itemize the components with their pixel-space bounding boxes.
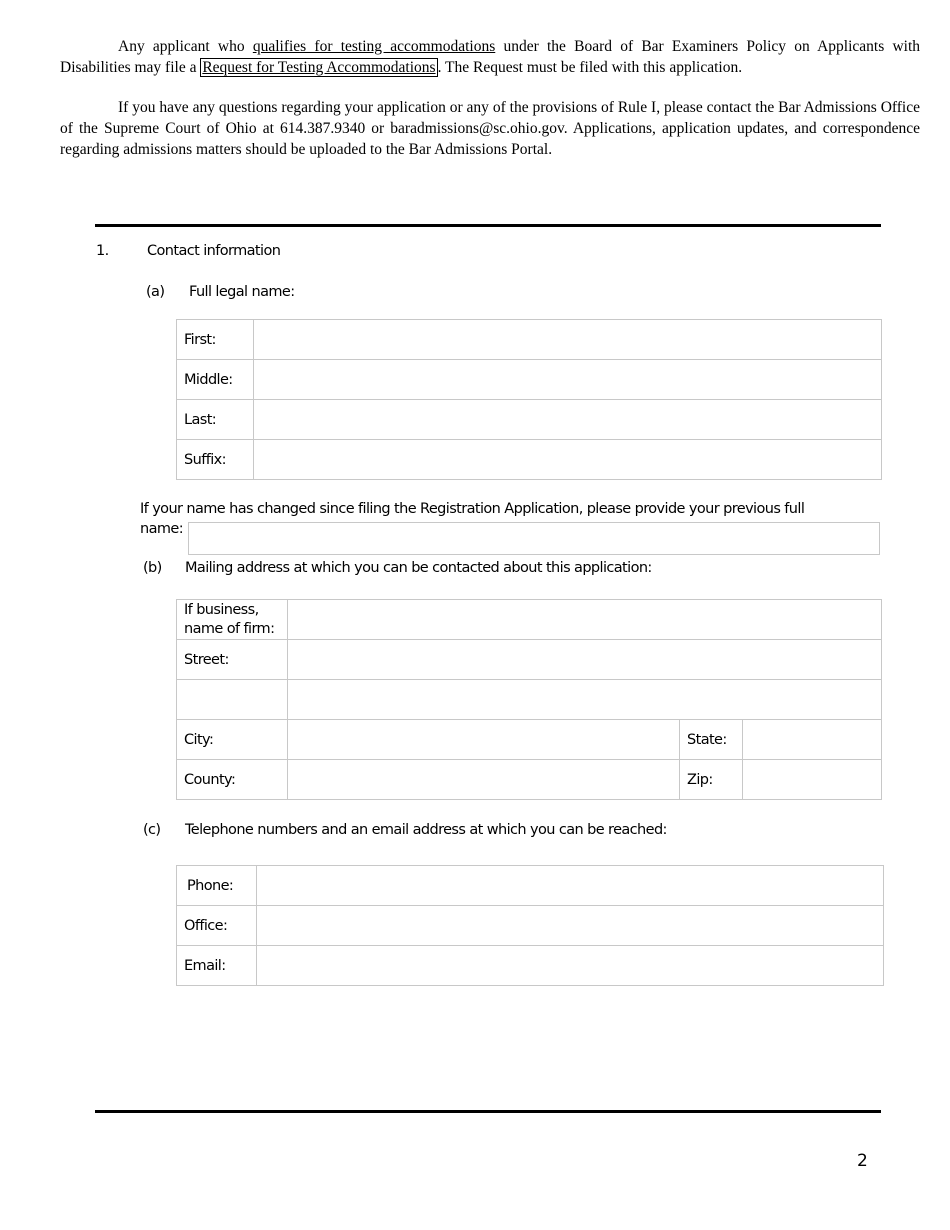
city-label: City: (177, 720, 288, 760)
subsection-c-marker: (c) (143, 822, 161, 838)
table-row (177, 760, 882, 800)
county-label: County: (177, 760, 288, 800)
page-number: 2 (857, 1151, 868, 1171)
full-name-table (176, 319, 882, 480)
table-row (177, 320, 882, 360)
intro-text: . The Request must be filed with this application. (437, 59, 743, 76)
last-name-label: Last: (177, 400, 254, 440)
previous-name-field[interactable] (188, 522, 880, 555)
zip-field[interactable] (743, 760, 882, 800)
mailing-address-table (176, 599, 882, 800)
top-divider (95, 224, 881, 227)
office-label: Office: (177, 906, 257, 946)
table-row (177, 946, 884, 986)
intro-text: under the Board of Bar Examiners Policy on Applicants with Disabilities may file a (60, 38, 920, 76)
suffix-label: Suffix: (177, 440, 254, 480)
street-line2-field[interactable] (288, 680, 882, 720)
table-row (177, 600, 882, 640)
table-row (177, 680, 882, 720)
phone-field[interactable] (257, 866, 884, 906)
subsection-b-label: Mailing address at which you can be contacted about this application: (185, 560, 652, 576)
accommodations-policy-link[interactable]: qualifies for testing accommodations (252, 38, 496, 55)
name-change-prompt-label: name: (140, 521, 184, 537)
firm-name-field[interactable] (288, 600, 882, 640)
street-field[interactable] (288, 640, 882, 680)
table-row (177, 400, 882, 440)
intro-paragraph-2: If you have any questions regarding your application or any of the provisions of Rule I, please contact the Bar Admissions Office of the Supreme Court of Ohio at 614.387.9340 or baradmissions@sc.ohio.gov. Applications, application updates, and correspondence regarding admissions matters should be uploaded to the Bar Admissions Portal. (60, 99, 920, 158)
table-row (177, 640, 882, 680)
county-field[interactable] (288, 760, 680, 800)
state-label: State: (680, 720, 743, 760)
firm-label-line: name of firm: (184, 620, 275, 637)
section-number: 1. (96, 243, 109, 259)
table-row (177, 906, 884, 946)
subsection-b-marker: (b) (143, 560, 162, 576)
table-row (177, 866, 884, 906)
subsection-a-label: Full legal name: (189, 284, 295, 300)
middle-name-field[interactable] (254, 360, 882, 400)
street-line2-label (177, 680, 288, 720)
table-row (177, 360, 882, 400)
firm-name-label (177, 600, 288, 640)
subsection-a-marker: (a) (146, 284, 165, 300)
email-field[interactable] (257, 946, 884, 986)
middle-name-label: Middle: (177, 360, 254, 400)
phone-label: Phone: (177, 866, 257, 906)
office-field[interactable] (257, 906, 884, 946)
firm-label-line: If business, (184, 601, 259, 618)
zip-label: Zip: (680, 760, 743, 800)
state-field[interactable] (743, 720, 882, 760)
suffix-field[interactable] (254, 440, 882, 480)
intro-text: Any applicant who (118, 38, 253, 55)
bottom-divider (95, 1110, 881, 1113)
last-name-field[interactable] (254, 400, 882, 440)
first-name-label: First: (177, 320, 254, 360)
request-testing-accommodations-link[interactable]: Request for Testing Accommodations (202, 59, 436, 76)
street-label: Street: (177, 640, 288, 680)
intro-paragraph-1 (60, 36, 920, 78)
city-field[interactable] (288, 720, 680, 760)
name-change-prompt: If your name has changed since filing the Registration Application, please provide your previous full (140, 501, 805, 517)
first-name-field[interactable] (254, 320, 882, 360)
email-label: Email: (177, 946, 257, 986)
subsection-c-label: Telephone numbers and an email address at which you can be reached: (185, 822, 667, 838)
contact-numbers-table (176, 865, 884, 986)
table-row (177, 720, 882, 760)
table-row (177, 440, 882, 480)
section-title: Contact information (147, 243, 281, 259)
